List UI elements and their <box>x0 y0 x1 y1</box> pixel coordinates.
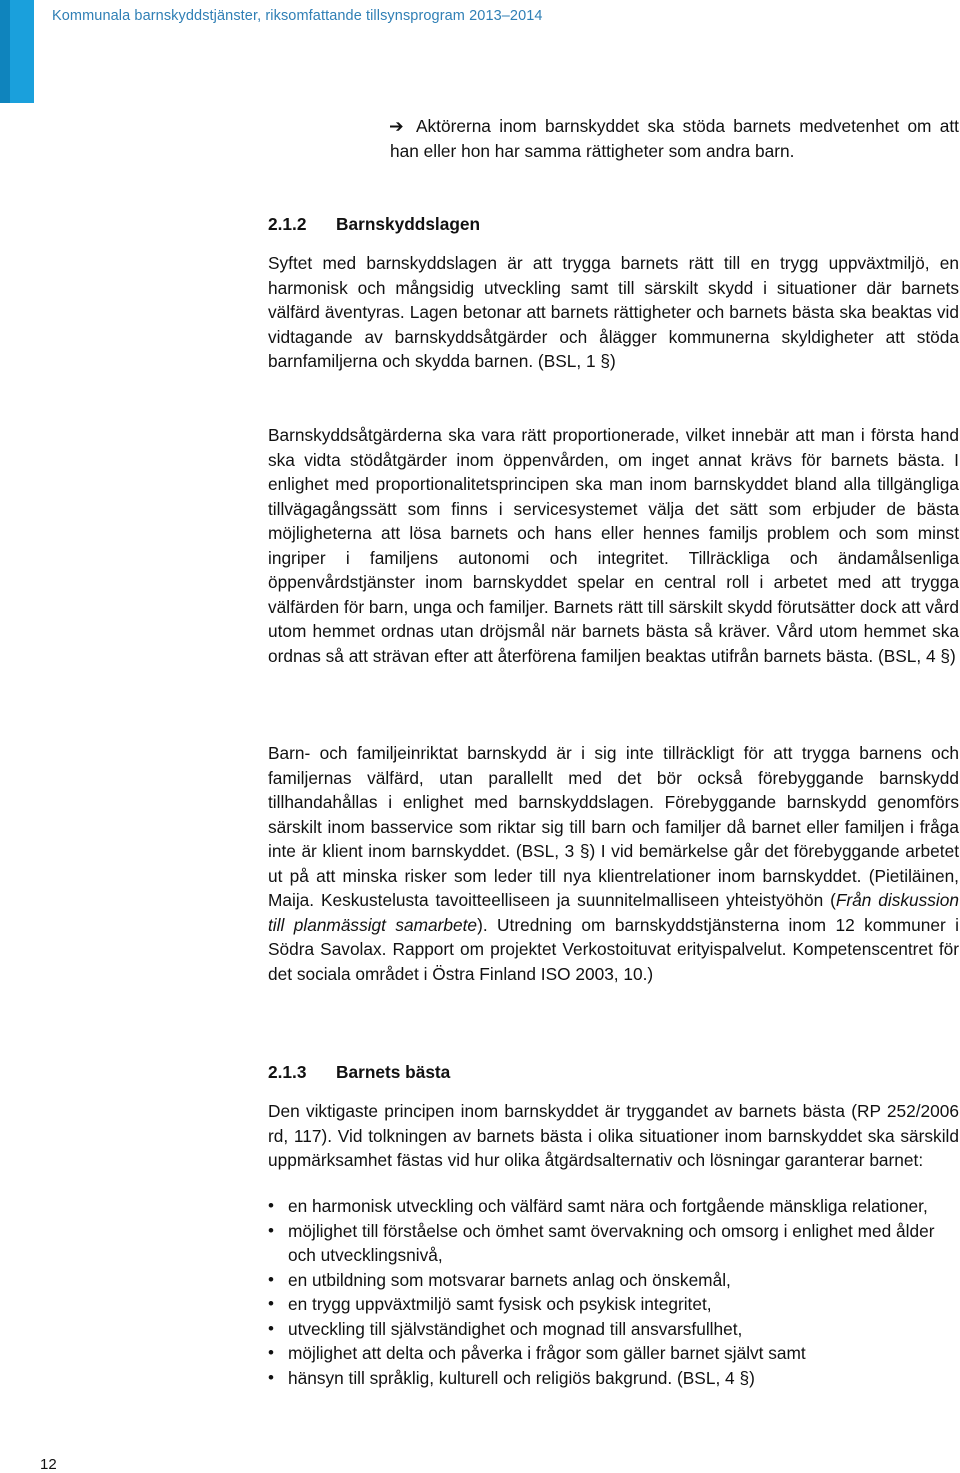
arrow-item-text: Aktörerna inom barnskyddet ska stöda barnets medvetenhet om att han eller hon har samma rättigheter som andra barn. <box>390 116 959 161</box>
list-item: • utveckling till självständighet och mognad till ansvarsfullhet, <box>268 1317 959 1342</box>
list-item: • möjlighet att delta och påverka i frågor som gäller barnet självt samt <box>268 1341 959 1366</box>
arrow-list-item <box>390 114 959 163</box>
section-heading-2-1-2 <box>268 214 480 235</box>
italic-title: Från diskussion till planmässigt samarbete <box>268 890 959 935</box>
section-title: Barnets bästa <box>336 1062 451 1082</box>
section-number: 2.1.2 <box>268 214 307 234</box>
list-item: • en trygg uppväxtmiljö samt fysisk och psykisk integritet, <box>268 1292 959 1317</box>
bullet-list <box>268 1194 959 1390</box>
paragraph: Den viktigaste principen inom barnskyddet är tryggandet av barnets bästa (RP 252/2006 rd, 117). Vid tolkningen av barnets bästa i olika situationer inom barnskyddet ska särskild uppmärksamhet fästas vid hur olika åtgärdsalternativ och lösningar garanterar barnet: <box>268 1101 959 1170</box>
page-number: 12 <box>40 1456 57 1473</box>
list-item: • en harmonisk utveckling och välfärd samt nära och fortgående mänskliga relationer, <box>268 1194 959 1219</box>
list-item: • möjlighet till förståelse och ömhet samt övervakning och omsorg i enlighet med ålder och utvecklingsnivå, <box>268 1219 959 1268</box>
arrow-right-icon: ➔ <box>389 116 404 136</box>
paragraph-text: ). Utredning om barnskyddstjänsterna inom 12 kommuner i Södra Savolax. Rapport om projektet Verkostoituvat erityispalvelut. Kompetenscentret för det sociala området i Östra Finland ISO 2003, 10.) <box>268 914 960 984</box>
section-number: 2.1.3 <box>268 1062 307 1082</box>
list-item: • en utbildning som motsvarar barnets anlag och önskemål, <box>268 1268 959 1293</box>
paragraph: Syftet med barnskyddslagen är att trygga barnets rätt till en trygg uppväxtmiljö, en harmonisk och mångsidig utveckling samt till särskilt skydd i situationer där barnets välfärd äventyras. Lagen betonar att barnets rättigheter och barnets bästa ska beaktas vid vidtagande av barnskyddsåtgärder och ålägger kommunerna skyldigheter att stöda barnfamiljerna och skydda barnen. (BSL, 1 §) <box>268 253 959 371</box>
section-title: Barnskyddslagen <box>336 214 481 234</box>
paragraph-text: Barn- och familjeinriktat barnskydd är i sig inte tillräckligt för att trygga barnens och familjernas välfärd, utan parallellt med det bör också förebyggande barnskydd tillhandahållas i enlighet med barnskyddslagen. Förebyggande barnskydd genomförs särskilt inom basservice som riktar sig till barn och familjer då barnet eller familjen i fråga inte är klient inom barnskyddet. (BSL, 3 §) I vid bemärkelse går det förebyggande arbetet ut på att minska risker som leder till nya klientrelationer inom barnskyddet. (Pietiläinen, Maija. Keskustelusta tavoitteelliseen ja suunnitelmalliseen yhteistyöhön ( <box>268 743 959 910</box>
paragraph: Barnskyddsåtgärderna ska vara rätt proportionerade, vilket innebär att man i första hand ska vidta stödåtgärder inom öppenvården, om inget annat krävs för barnets bästa. I enlighet med proportionalitetsprincipen ska man inom barnskyddet bland alla tillgängliga tillvägagångssätt som finns i servicesystemet välja det sätt som erbjuder de bästa möjligheterna att lösa barnets och hans eller hennes familjs problem och som minst ingriper i familjens autonomi och integritet. Tillräckliga och ändamålsenliga öppenvårdstjänster inom barnskyddet spelar en central roll i arbetet med att trygga välfärden för barn, unga och familjer. Barnets rätt till särskilt skydd förutsätter dock att vård utom hemmet ordnas utan dröjsmål när barnets bästa så kräver. Vård utom hemmet ska ordnas så att strävan efter att återförena familjen beaktas utifrån barnets bästa. (BSL, 4 §) <box>268 425 959 666</box>
paragraph-with-citation <box>268 741 959 986</box>
section-heading-2-1-3 <box>268 1062 450 1083</box>
list-item: • hänsyn till språklig, kulturell och religiös bakgrund. (BSL, 4 §) <box>268 1366 959 1391</box>
running-header: Kommunala barnskyddstjänster, riksomfattande tillsynsprogram 2013–2014 <box>52 8 543 24</box>
brand-color-bar-shade <box>0 0 10 103</box>
